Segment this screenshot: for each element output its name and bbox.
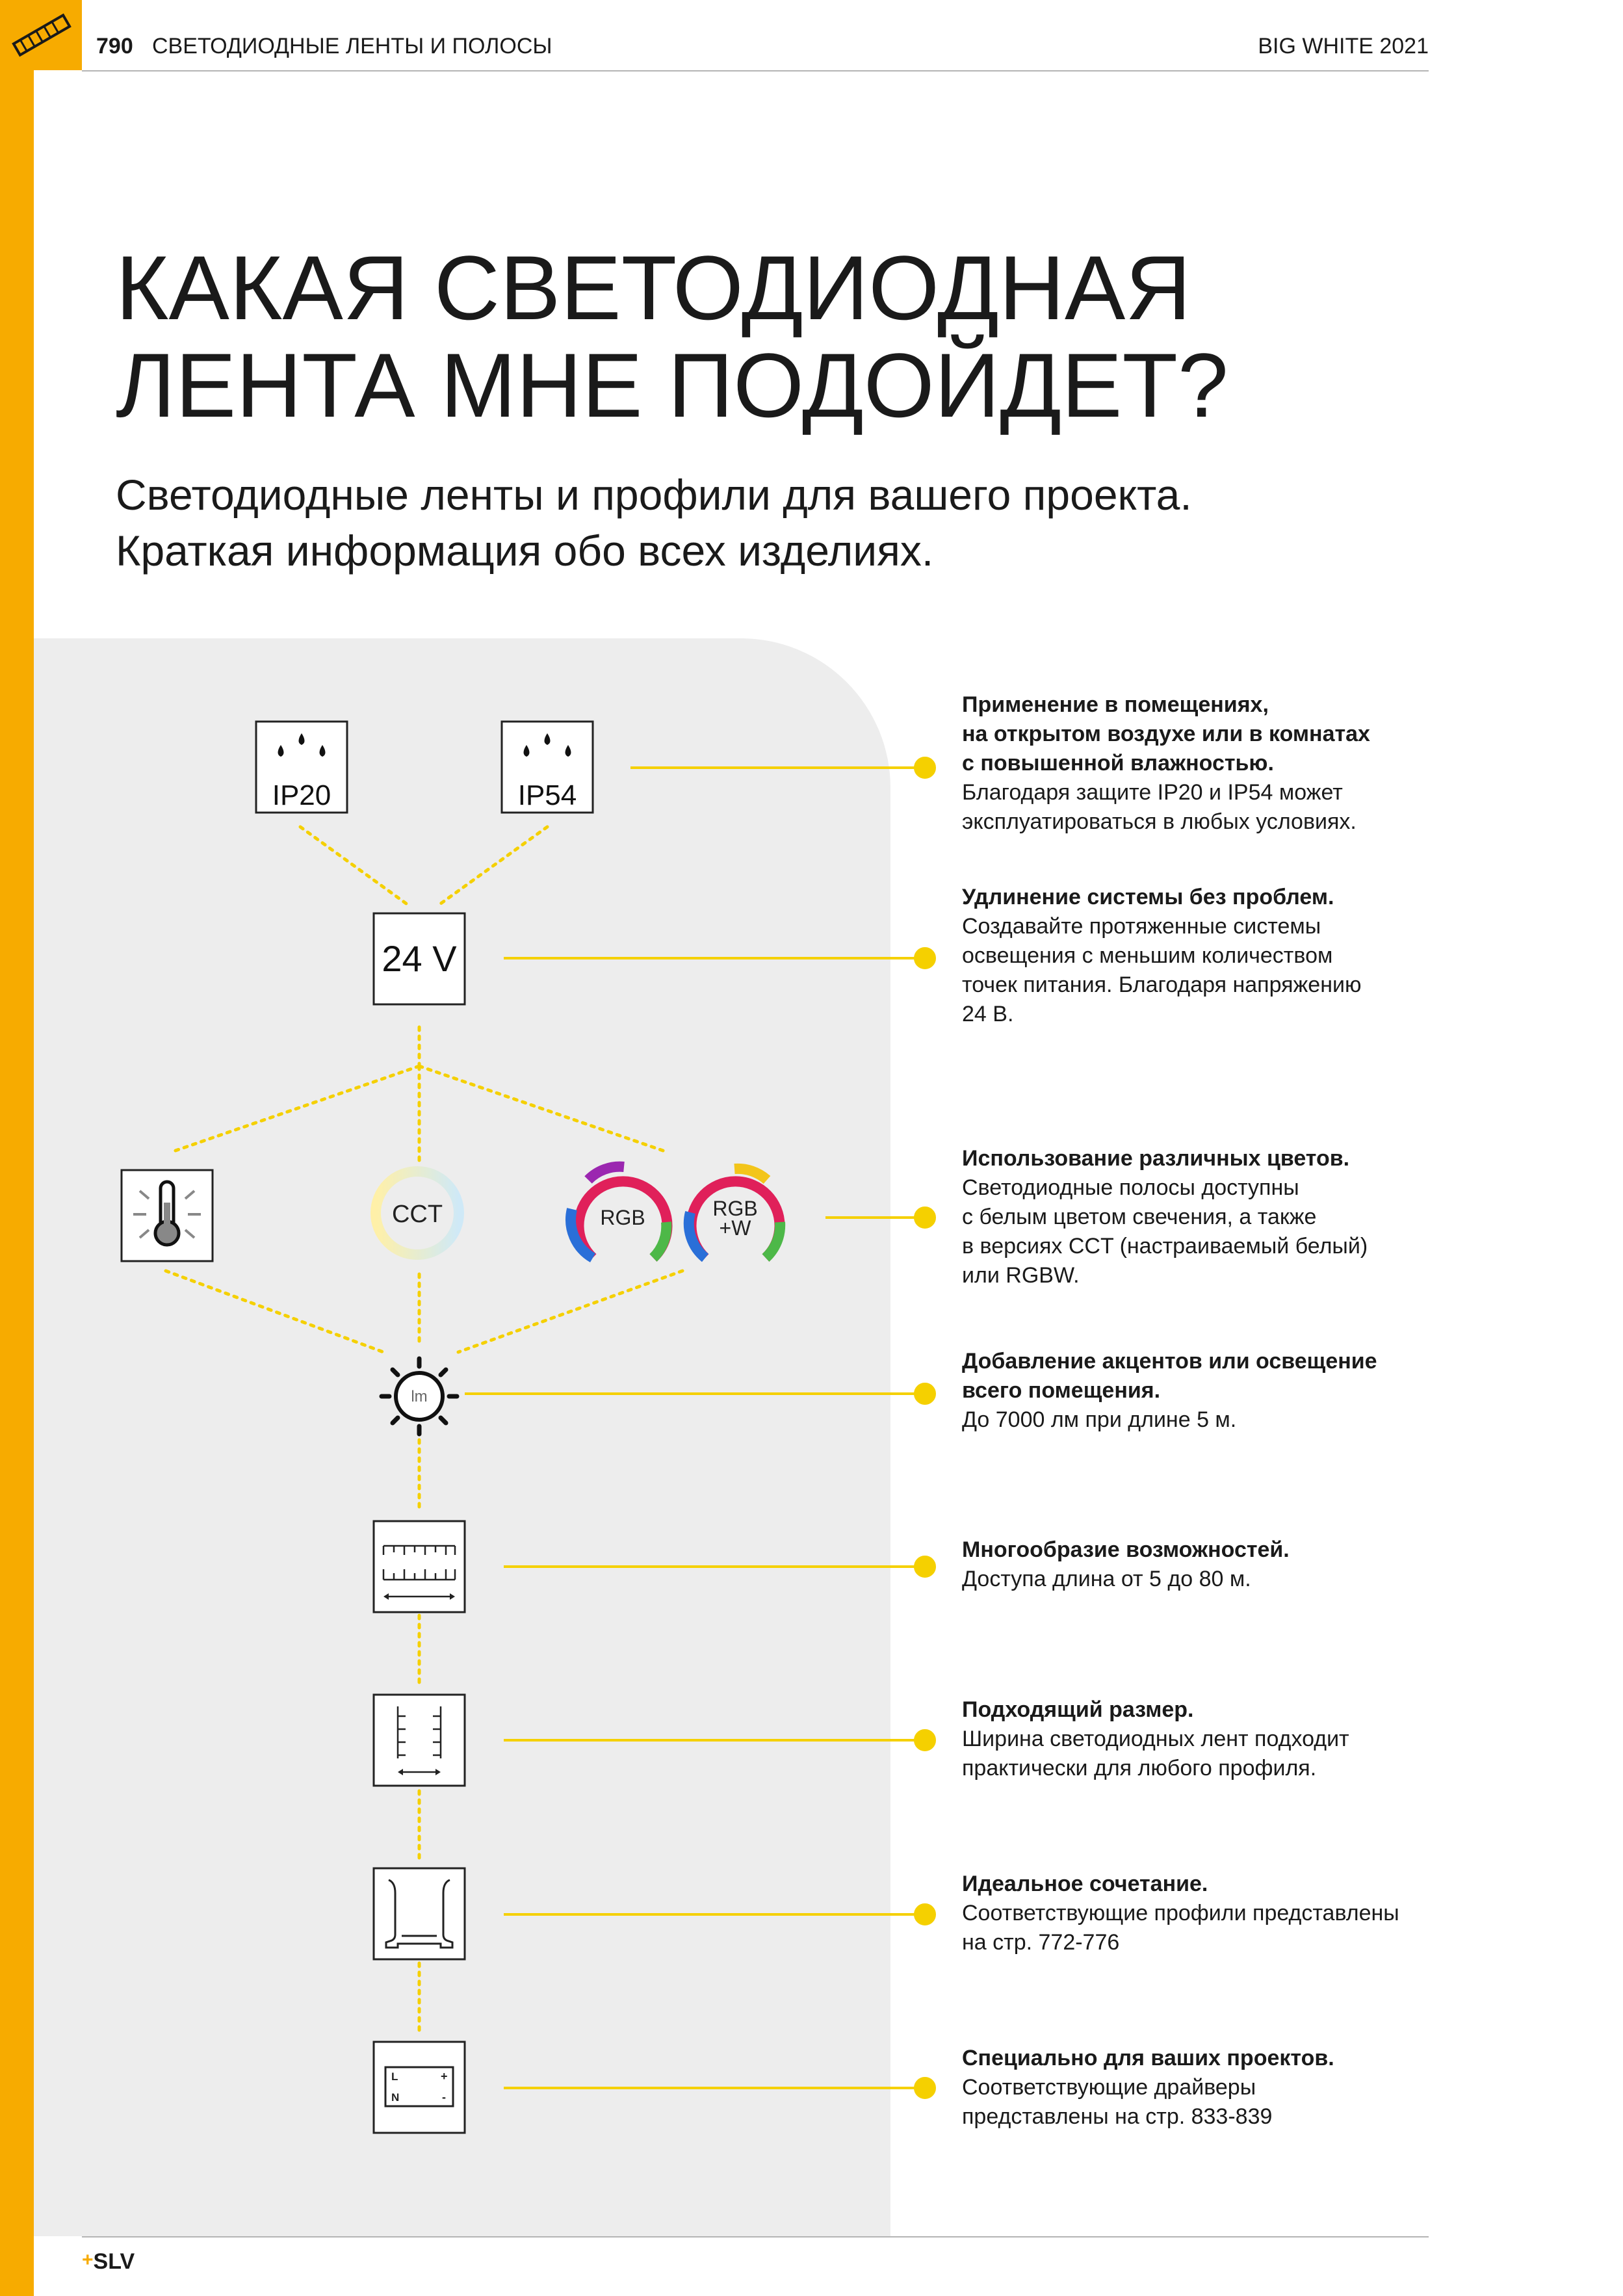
rgb-label: RGB [600,1206,645,1229]
feature-text: в версиях CCT (настраиваемый белый) [962,1234,1368,1259]
feature-text: эксплуатироваться в любых условиях. [962,809,1357,834]
rgbw-label-1: RGB [712,1197,758,1220]
lumen-label: lm [411,1388,428,1405]
feature-description-2 [962,883,1443,1029]
feature-text: на стр. 772-776 [962,1930,1120,1955]
title-line-2: ЛЕНТА МНЕ ПОДОЙДЕТ? [116,334,1228,436]
feature-text: Благодаря защите IP20 и IP54 может [962,780,1343,805]
length-ruler-icon [374,1521,465,1612]
feature-text: Ширина светодиодных лент подходит [962,1727,1349,1751]
feature-title: Применение в помещениях, [962,692,1269,717]
ip20-icon [256,722,347,813]
subtitle-line-1: Светодиодные ленты и профили для вашего проекта. [116,471,1192,519]
feature-text: Соответствующие драйверы [962,2075,1256,2100]
catalog-name: BIG WHITE 2021 [1258,34,1429,59]
profile-icon [374,1868,465,1959]
driver-plus-label: + [441,2070,448,2083]
pointer-dot [915,1905,935,1924]
feature-title: Подходящий размер. [962,1697,1194,1722]
feature-title: всего помещения. [962,1378,1161,1403]
footer-divider [82,2236,1429,2237]
pointer-dot [915,2078,935,2098]
feature-description-5 [962,1535,1443,1594]
lumen-icon [382,1359,457,1434]
ip54-icon [502,722,593,813]
driver-minus-label: - [442,2091,446,2104]
cct-icon [376,1171,459,1255]
feature-text: Соответствующие профили представлены [962,1901,1399,1925]
feature-text: Создавайте протяженные системы [962,914,1321,939]
feature-pointers [465,758,935,2098]
feature-title: на открытом воздухе или в комнатах [962,722,1370,746]
pointer-dot [915,1730,935,1750]
thermometer-icon [122,1170,213,1261]
pointer-dot [915,1208,935,1227]
slv-logo [82,2249,135,2275]
title-line-1: КАКАЯ СВЕТОДИОДНАЯ [116,237,1191,339]
pointer-dot [915,758,935,777]
feature-description-7 [962,1870,1443,1957]
feature-text: представлены на стр. 833-839 [962,2104,1273,2129]
ip54-label: IP54 [517,779,577,811]
rgbw-icon [689,1169,780,1258]
feature-text: 24 В. [962,1002,1014,1026]
feature-title: Многообразие возможностей. [962,1537,1290,1562]
feature-text: или RGBW. [962,1263,1080,1288]
feature-text: освещения с меньшим количеством [962,943,1333,968]
rgbw-label-2: +W [719,1216,751,1240]
section-title: СВЕТОДИОДНЫЕ ЛЕНТЫ И ПОЛОСЫ [152,34,552,59]
feature-title: с повышенной влажностью. [962,751,1274,776]
driver-icon [374,2042,465,2133]
feature-text: практически для любого профиля. [962,1756,1317,1781]
feature-text: Доступа длина от 5 до 80 м. [962,1567,1251,1591]
pointer-dot [915,948,935,968]
driver-n-label: N [391,2091,400,2104]
feature-description-1 [962,690,1443,837]
logo-mark: + [82,2249,94,2271]
feature-text: До 7000 лм при длине 5 м. [962,1407,1237,1432]
driver-l-label: L [391,2070,398,2083]
feature-description-8 [962,2044,1443,2132]
pointer-dot [915,1384,935,1403]
ip20-label: IP20 [272,779,331,811]
feature-title: Идеальное сочетание. [962,1872,1208,1896]
page-number: 790 [96,34,133,59]
logo-text: SLV [93,2249,135,2274]
feature-title: Добавление акцентов или освещение [962,1349,1377,1374]
cct-label: CCT [391,1201,443,1228]
diagram-connectors [166,827,682,2035]
feature-text: точек питания. Благодаря напряжению [962,972,1362,997]
rgb-icon [571,1167,667,1258]
voltage-icon [374,913,465,1004]
feature-text: с белым цветом свечения, а также [962,1205,1317,1229]
feature-title: Специально для ваших проектов. [962,2046,1334,2070]
feature-title: Использование различных цветов. [962,1146,1350,1171]
feature-description-4 [962,1347,1443,1435]
voltage-label: 24 V [382,938,457,979]
feature-description-3 [962,1144,1443,1290]
strip-width-icon [374,1695,465,1786]
feature-title: Удлинение системы без проблем. [962,885,1334,909]
feature-text: Светодиодные полосы доступны [962,1175,1299,1200]
pointer-dot [915,1557,935,1576]
feature-description-6 [962,1695,1443,1783]
subtitle-line-2: Краткая информация обо всех изделиях. [116,527,934,575]
